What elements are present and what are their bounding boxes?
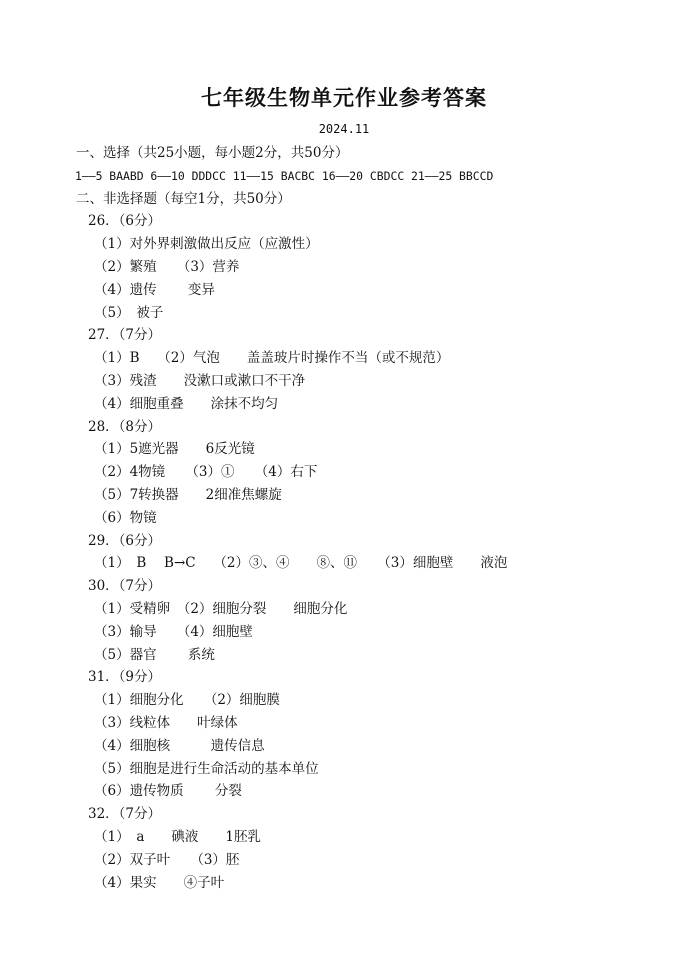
question-29-label: 29．（6分） <box>88 532 162 549</box>
answer-line: （2）4物镜 （3）① （4）右下 <box>94 464 318 481</box>
answer-line: （3）线粒体 叶绿体 <box>94 714 238 731</box>
question-31-label: 31．（9分） <box>88 669 162 686</box>
answer-line: （1）细胞分化 （2）细胞膜 <box>94 692 280 709</box>
question-27-label: 27．（7分） <box>88 327 162 344</box>
answer-line: （2）繁殖 （3）营养 <box>94 258 240 275</box>
answer-line: （5）器官 系统 <box>94 646 215 663</box>
document-title: 七年级生物单元作业参考答案 <box>201 85 487 110</box>
question-26-label: 26．（6分） <box>88 213 162 230</box>
section-1-heading: 一、选择（共25小题，每小题2分，共50分） <box>76 145 349 161</box>
answer-line: （1）受精卵 （2）细胞分裂 细胞分化 <box>94 600 348 617</box>
answer-line: （6）物镜 <box>94 509 157 526</box>
answer-line: （3）输导 （4）细胞壁 <box>94 623 253 640</box>
answer-line: （5）7转换器 2细准焦螺旋 <box>94 486 282 503</box>
answer-line: （1）B （2）气泡 盖盖玻片时操作不当（或不规范） <box>94 350 450 367</box>
question-28-label: 28．（8分） <box>88 418 162 435</box>
answer-line: （4）细胞核 遗传信息 <box>94 737 265 754</box>
answer-line: （4）细胞重叠 涂抹不均匀 <box>94 395 279 412</box>
answer-line: （2）双子叶 （3）胚 <box>94 851 240 868</box>
answer-content <box>76 142 676 894</box>
answer-line: （4）果实 ④子叶 <box>94 874 225 891</box>
answer-line: （5） 被子 <box>94 304 164 321</box>
question-30-label: 30．（7分） <box>88 578 162 595</box>
answer-line: （1）5遮光器 6反光镜 <box>94 441 255 458</box>
answer-line: （4）遗传 变异 <box>94 281 215 298</box>
answer-line: （1） a 碘液 1胚乳 <box>94 828 261 845</box>
question-32-label: 32．（7分） <box>88 806 162 823</box>
answer-line: （6）遗传物质 分裂 <box>94 783 242 800</box>
section-2-heading: 二、非选择题（每空1分，共50分） <box>76 190 291 207</box>
answer-line: （5）细胞是进行生命活动的基本单位 <box>94 760 319 777</box>
answer-line: （3）残渣 没漱口或漱口不干净 <box>94 372 306 389</box>
answer-line: （1）对外界刺激做出反应（应激性） <box>94 236 319 253</box>
choice-answers: 1——5 BAABD 6——10 DDDCC 11——15 BACBC 16——20 CBDCC 21——25 BBCCD <box>75 168 494 183</box>
document-date: 2024.11 <box>318 122 370 136</box>
answer-line: （1） B B→C （2）③、④ ⑧、⑪ （3）细胞壁 液泡 <box>94 555 508 572</box>
